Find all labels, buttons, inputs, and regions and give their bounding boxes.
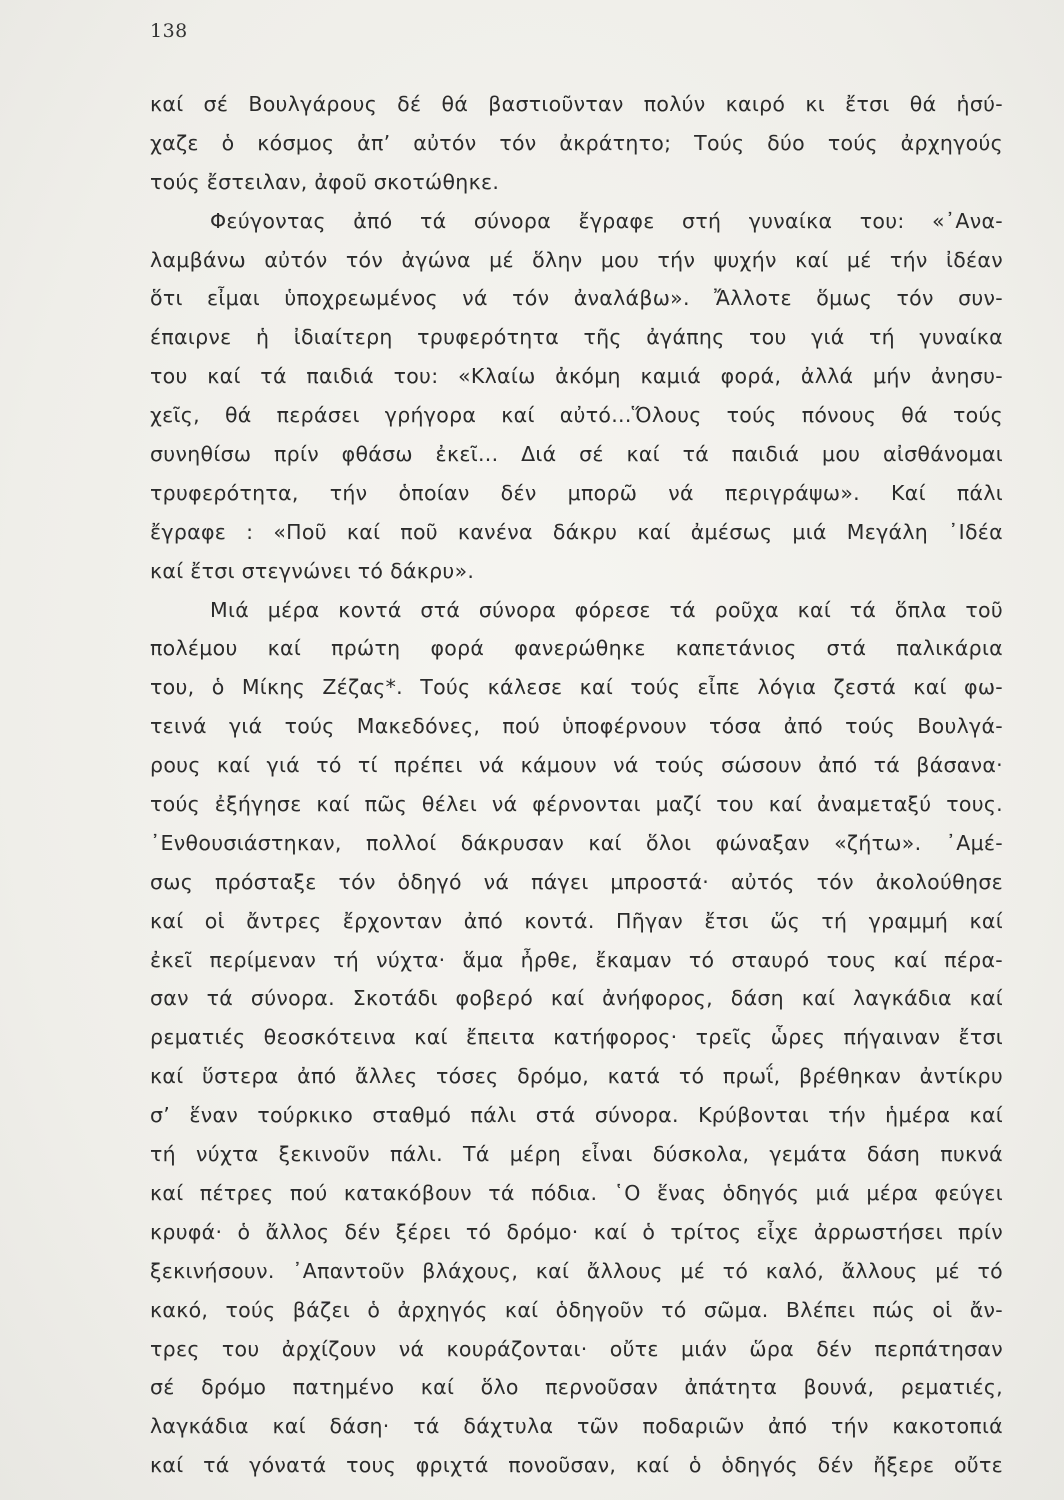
text-line: τρες του ἀρχίζουν νά κουράζονται· οὔτε μιάν ὥρα δέν περπάτησαν xyxy=(150,1336,1003,1361)
text-line: του καί τά παιδιά του: «Κλαίω ἀκόμη καμιά φορά, ἀλλά μήν ἀνησυ- xyxy=(150,364,1003,389)
text-line: σαν τά σύνορα. Σκοτάδι φοβερό καί ἀνήφορος, δάση καί λαγκάδια καί xyxy=(150,986,1003,1011)
text-line: πολέμου καί πρώτη φορά φανερώθηκε καπετάνιος στά παλικάρια xyxy=(150,636,1003,661)
text-line: ρους καί γιά τό τί πρέπει νά κάμουν νά τούς σώσουν ἀπό τά βάσανα· xyxy=(150,753,1003,778)
text-line: Μιά μέρα κοντά στά σύνορα φόρεσε τά ροῦχα καί τά ὅπλα τοῦ xyxy=(210,597,1003,622)
text-line: καί ἔτσι στεγνώνει τό δάκρυ». xyxy=(150,558,475,583)
text-line: έπαιρνε ἡ ἰδιαίτερη τρυφερότητα τῆς ἀγάπης του γιά τή γυναίκα xyxy=(150,325,1003,350)
text-line: τρυφερότητα, τήν ὁποίαν δέν μπορῶ νά περιγράψω». Καί πάλι xyxy=(150,480,1003,505)
text-line: σως πρόσταξε τόν ὁδηγό νά πάγει μπροστά· αὐτός τόν ἀκολούθησε xyxy=(150,869,1003,894)
text-line: του, ὁ Μίκης Ζέζας*. Τούς κάλεσε καί τούς εἶπε λόγια ζεστά καί φω- xyxy=(150,675,1003,700)
text-line: λαγκάδια καί δάση· τά δάχτυλα τῶν ποδαριῶν ἀπό τήν κακοτοπιά xyxy=(150,1414,1003,1439)
text-line: κρυφά· ὁ ἄλλος δέν ξέρει τό δρόμο· καί ὁ τρίτος εἶχε ἀρρωστήσει πρίν xyxy=(150,1219,1003,1244)
text-line: καί οἱ ἄντρες ἔρχονταν ἀπό κοντά. Πῆγαν ἔτσι ὥς τή γραμμή καί xyxy=(150,908,1003,933)
page-number: 138 xyxy=(150,20,188,42)
text-line: ᾽Ενθουσιάστηκαν, πολλοί δάκρυσαν καί ὅλοι φώναξαν «ζήτω». ᾽Αμέ- xyxy=(150,830,1003,855)
text-line: ἐκεῖ περίμεναν τή νύχτα· ἅμα ἦρθε, ἔκαμαν τό σταυρό τους καί πέρα- xyxy=(150,947,1003,972)
text-line: τούς ἐξήγησε καί πῶς θέλει νά φέρνονται μαζί του καί ἀναμεταξύ τους. xyxy=(150,792,1003,817)
text-line: τή νύχτα ξεκινοῦν πάλι. Τά μέρη εἶναι δύσκολα, γεμάτα δάση πυκνά xyxy=(150,1142,1003,1167)
text-line: σ’ ἕναν τούρκικο σταθμό πάλι στά σύνορα. Κρύβονται τήν ἡμέρα καί xyxy=(150,1103,1003,1128)
text-line: ρεματιές θεοσκότεινα καί ἔπειτα κατήφορος· τρεῖς ὧρες πήγαιναν ἔτσι xyxy=(150,1025,1003,1050)
text-line: ὅτι εἶμαι ὑποχρεωμένος νά τόν ἀναλάβω». Ἄλλοτε ὅμως τόν συν- xyxy=(150,286,1003,311)
text-line: χεῖς, θά περάσει γρήγορα καί αὐτό...Ὅλους τούς πόνους θά τούς xyxy=(150,403,1003,428)
text-line: ἔγραφε : «Ποῦ καί ποῦ κανένα δάκρυ καί ἀμέσως μιά Μεγάλη ᾽Ιδέα xyxy=(150,519,1003,544)
text-line: ξεκινήσουν. ᾽Απαντοῦν βλάχους, καί ἄλλους μέ τό καλό, ἄλλους μέ τό xyxy=(150,1258,1003,1283)
text-line: χαζε ὁ κόσμος ἀπ’ αὐτόν τόν ἀκράτητο; Τούς δύο τούς ἀρχηγούς xyxy=(150,130,1003,155)
text-line: καί σέ Βουλγάρους δέ θά βαστιοῦνταν πολύν καιρό κι ἔτσι θά ἡσύ- xyxy=(150,92,1003,116)
text-line: κακό, τούς βάζει ὁ ἀρχηγός καί ὁδηγοῦν τό σῶμα. Βλέπει πώς οἱ ἄν- xyxy=(150,1297,1003,1322)
text-line: καί τά γόνατά τους φριχτά πονοῦσαν, καί ὁ ὁδηγός δέν ἤξερε οὔτε xyxy=(150,1453,1003,1478)
text-line: λαμβάνω αὐτόν τόν ἀγώνα μέ ὅλην μου τήν ψυχήν καί μέ τήν ἰδέαν xyxy=(150,247,1003,272)
text-line: καί πέτρες πού κατακόβουν τά πόδια. ῾Ο ἕνας ὁδηγός μιά μέρα φεύγει xyxy=(150,1180,1003,1205)
text-line: τούς ἔστειλαν, ἀφοῦ σκοτώθηκε. xyxy=(150,169,500,194)
body-text xyxy=(150,85,1003,1485)
text-line: σέ δρόμο πατημένο καί ὅλο περνοῦσαν ἀπάτητα βουνά, ρεματιές, xyxy=(150,1375,1003,1400)
text-line: συνηθίσω πρίν φθάσω ἐκεῖ... Διά σέ καί τά παιδιά μου αἰσθάνομαι xyxy=(150,442,1003,467)
text-line: Φεύγοντας ἀπό τά σύνορα ἔγραφε στή γυναίκα του: «᾽Ανα- xyxy=(210,208,1003,233)
text-line: τεινά γιά τούς Μακεδόνες, πού ὑποφέρνουν τόσα ἀπό τούς Βουλγά- xyxy=(150,714,1003,739)
text-line: καί ὕστερα ἀπό ἄλλες τόσες δρόμο, κατά τό πρωΐ, βρέθηκαν ἀντίκρυ xyxy=(150,1064,1003,1089)
